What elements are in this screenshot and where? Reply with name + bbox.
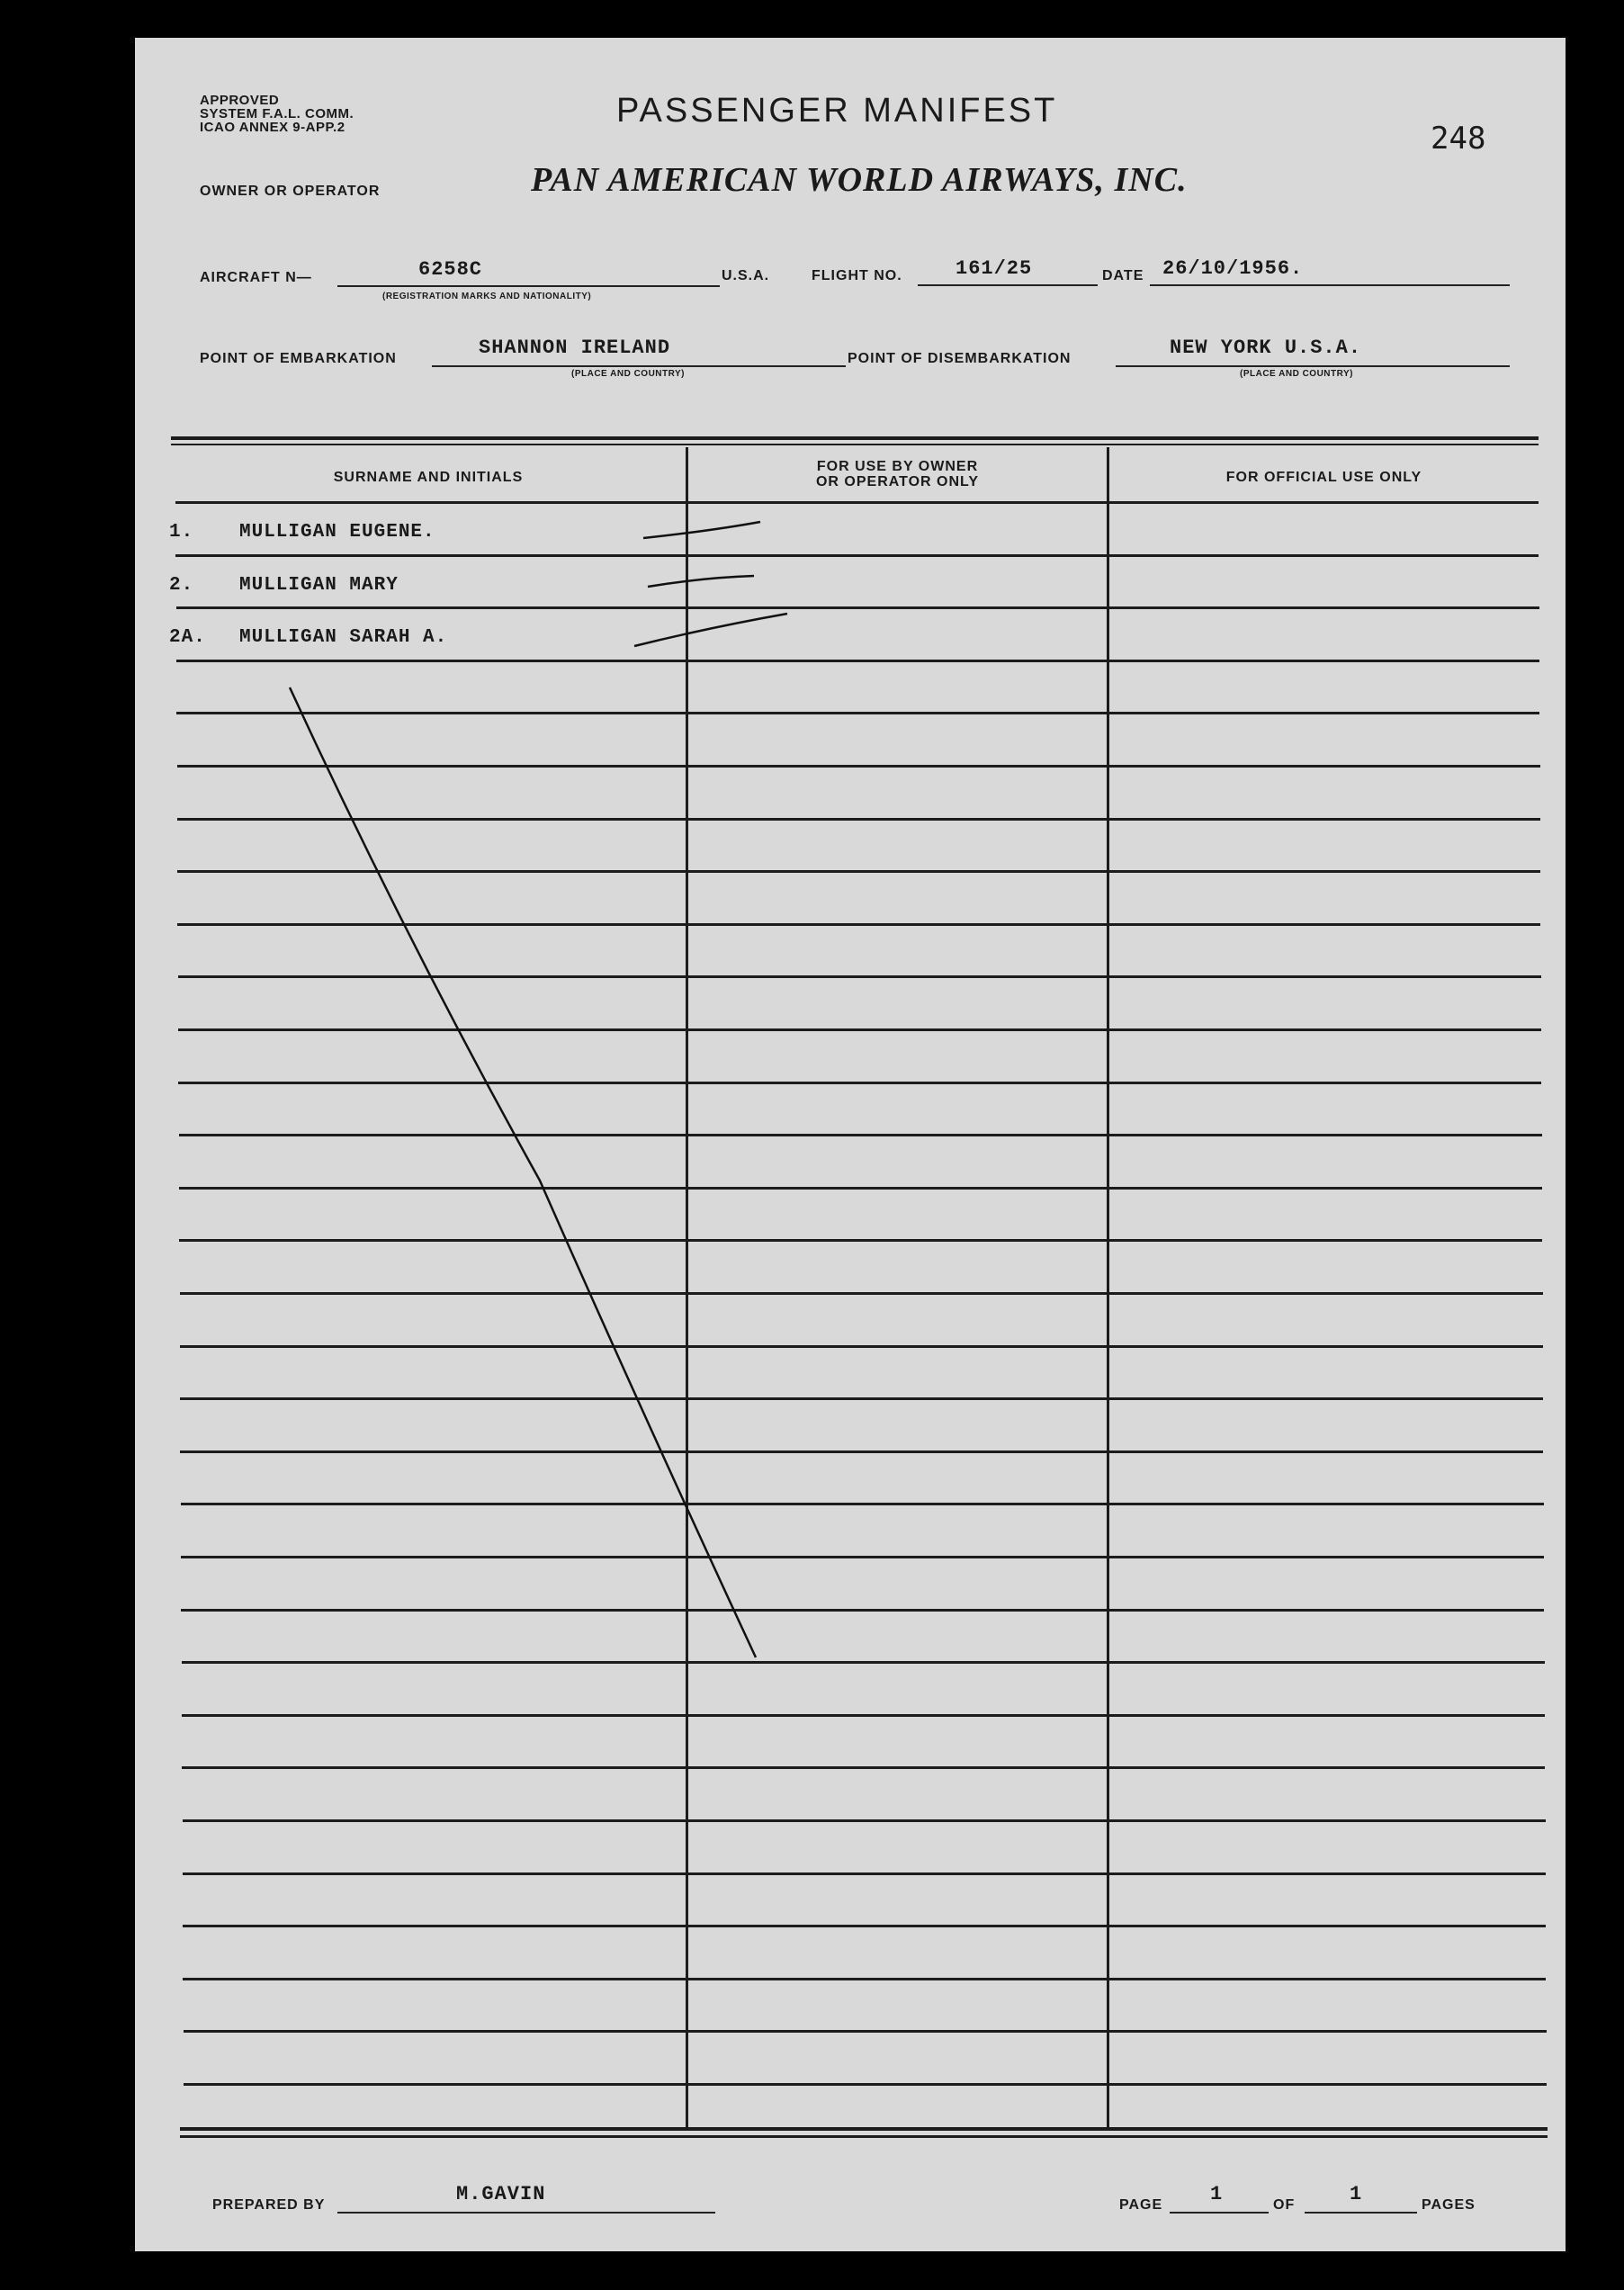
nationality-label: U.S.A. xyxy=(722,268,770,283)
page-title: PASSENGER MANIFEST xyxy=(616,92,1058,130)
embarkation-label: POINT OF EMBARKATION xyxy=(200,351,397,366)
pages-label: PAGES xyxy=(1422,2197,1476,2213)
tick-mark-row-3 xyxy=(634,614,787,646)
prepared-by-label: PREPARED BY xyxy=(212,2197,326,2213)
date-label: DATE xyxy=(1102,268,1144,283)
col-surname-header: SURNAME AND INITIALS xyxy=(333,470,524,485)
flight-value: 161/25 xyxy=(956,257,1033,280)
embarkation-caption: (PLACE AND COUNTRY) xyxy=(571,369,685,379)
page-field xyxy=(1170,2183,1269,2214)
of-label: OF xyxy=(1273,2197,1296,2213)
stamp-line-2: SYSTEM F.A.L. COMM. xyxy=(200,106,354,121)
page-label: PAGE xyxy=(1119,2197,1163,2213)
passenger-name: MULLIGAN EUGENE. xyxy=(239,522,435,543)
embarkation-value: SHANNON IRELAND xyxy=(479,337,671,359)
stamp-line-3: ICAO ANNEX 9-APP.2 xyxy=(200,120,345,135)
prepared-by-field xyxy=(337,2183,715,2214)
stamp-line-1: APPROVED xyxy=(200,93,280,108)
col-owner-header-line-1: FOR USE BY OWNER xyxy=(816,459,979,474)
airline-name: PAN AMERICAN WORLD AIRWAYS, INC. xyxy=(531,161,1188,199)
date-value: 26/10/1956. xyxy=(1162,257,1304,280)
aircraft-value: 6258C xyxy=(418,258,483,281)
col-owner-header-line-2: OR OPERATOR ONLY xyxy=(815,474,980,489)
tick-mark-row-1 xyxy=(643,522,760,538)
disembarkation-value: NEW YORK U.S.A. xyxy=(1170,337,1362,359)
passenger-number: 2. xyxy=(169,575,194,596)
page-value: 1 xyxy=(1210,2183,1224,2205)
col-official-header: FOR OFFICIAL USE ONLY xyxy=(1225,470,1422,485)
owner-operator-label: OWNER OR OPERATOR xyxy=(200,184,381,199)
of-value: 1 xyxy=(1350,2183,1363,2205)
aircraft-caption: (REGISTRATION MARKS AND NATIONALITY) xyxy=(382,292,592,301)
aircraft-label: AIRCRAFT N— xyxy=(200,270,312,285)
manifest-sheet xyxy=(135,38,1566,2251)
of-field xyxy=(1305,2183,1417,2214)
disembarkation-label: POINT OF DISEMBARKATION xyxy=(848,351,1072,366)
page-number: 248 xyxy=(1431,121,1486,157)
passenger-name: MULLIGAN SARAH A. xyxy=(239,627,448,648)
prepared-by-value: M.GAVIN xyxy=(456,2183,546,2205)
passenger-number: 1. xyxy=(169,522,194,543)
flight-label: FLIGHT NO. xyxy=(812,268,902,283)
passenger-name: MULLIGAN MARY xyxy=(239,575,399,596)
pen-marks xyxy=(135,38,1566,2251)
diagonal-strike-line xyxy=(290,687,756,1657)
passenger-number: 2A. xyxy=(169,627,206,648)
tick-mark-row-2 xyxy=(648,576,754,587)
disembarkation-caption: (PLACE AND COUNTRY) xyxy=(1240,369,1353,379)
